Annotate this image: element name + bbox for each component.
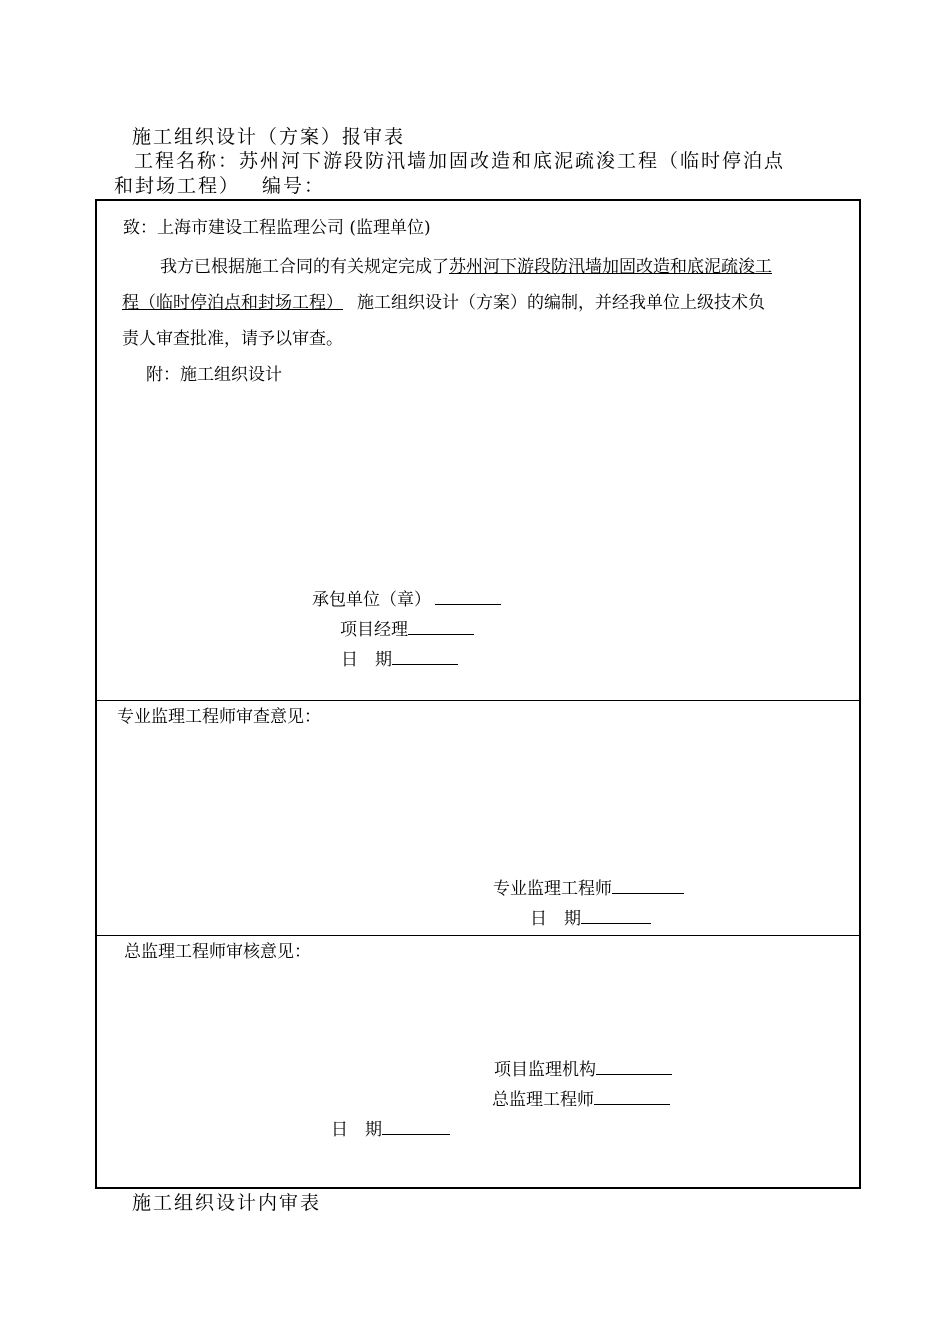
manager-label: 项目经理 (340, 620, 408, 640)
project-name-line1: 工程名称：苏州河下游段防汛墙加固改造和底泥疏浚工程（临时停泊点 (134, 150, 786, 172)
number-label: 编号： (262, 175, 326, 197)
section-divider-1 (95, 700, 861, 701)
attachment-line: 附：施工组织设计 (146, 365, 282, 385)
internal-review-title: 施工组织设计内审表 (132, 1192, 322, 1214)
supervision-org-label: 项目监理机构 (494, 1060, 596, 1080)
project-name-underlined-b: 程（临时停泊点和封场工程） (122, 293, 343, 313)
engineer-date-label: 日 期 (530, 909, 581, 929)
chief-date-label: 日 期 (331, 1120, 382, 1140)
addressee-line: 致：上海市建设工程监理公司 (监理单位) (123, 218, 431, 238)
submission-date-label: 日 期 (341, 650, 392, 670)
manager-blank[interactable] (408, 618, 474, 635)
engineer-opinion-heading: 专业监理工程师审查意见： (117, 707, 321, 727)
chief-date-blank[interactable] (382, 1118, 450, 1135)
contractor-blank[interactable] (435, 588, 501, 605)
submission-paragraph-line3: 责人审查批准，请予以审查。 (122, 329, 343, 349)
supervision-org-row (494, 1058, 672, 1082)
contractor-signature-row (312, 588, 501, 612)
engineer-label: 专业监理工程师 (493, 879, 612, 899)
engineer-blank[interactable] (612, 877, 684, 894)
manager-signature-row (340, 618, 474, 642)
project-name-underlined-a: 苏州河下游段防汛墙加固改造和底泥疏浚工 (449, 257, 772, 277)
chief-opinion-heading: 总监理工程师审核意见： (124, 942, 311, 962)
submission-paragraph-line1 (160, 255, 772, 279)
section-divider-2 (95, 935, 861, 936)
submission-intro: 我方已根据施工合同的有关规定完成了 (160, 257, 449, 277)
engineer-date-row (530, 907, 651, 931)
supervision-org-blank[interactable] (596, 1058, 672, 1075)
chief-engineer-label: 总监理工程师 (492, 1090, 594, 1110)
chief-engineer-blank[interactable] (594, 1088, 670, 1105)
submission-paragraph-line2 (122, 291, 765, 315)
contractor-label: 承包单位（章） (312, 590, 431, 610)
chief-engineer-row (492, 1088, 670, 1112)
form-title: 施工组织设计（方案）报审表 (132, 126, 406, 148)
engineer-signature-row (493, 877, 684, 901)
submission-rest-a: 施工组织设计（方案）的编制，并经我单位上级技术负 (357, 293, 765, 313)
submission-date-blank[interactable] (392, 648, 458, 665)
project-name-line2: 和封场工程） (114, 175, 241, 197)
engineer-date-blank[interactable] (581, 907, 651, 924)
submission-date-row (341, 648, 458, 672)
header-line2 (114, 173, 325, 199)
chief-date-row (331, 1118, 450, 1142)
